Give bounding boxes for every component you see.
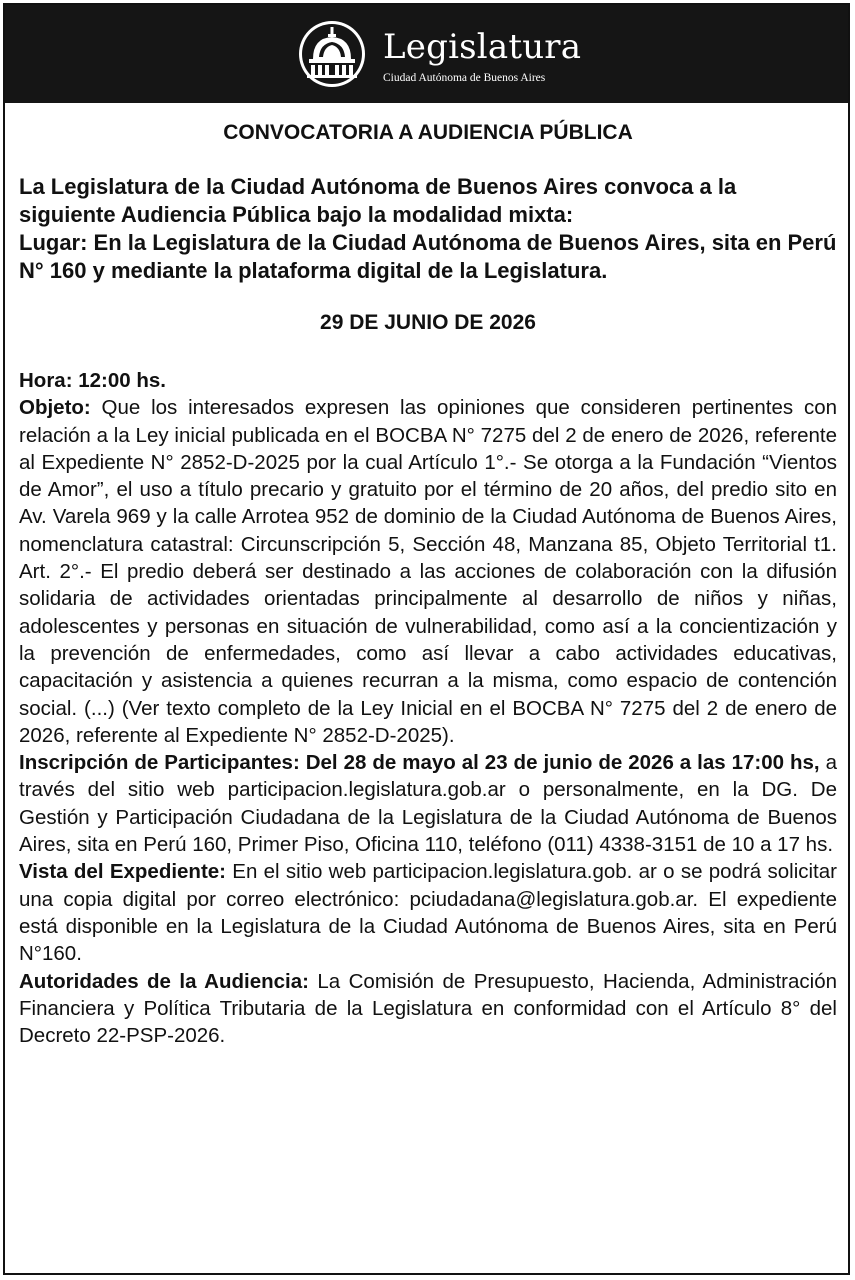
hearing-time: Hora: 12:00 hs. — [19, 369, 166, 392]
header-bar — [5, 5, 848, 103]
intro — [19, 173, 837, 285]
location-paragraph: Lugar: En la Legislatura de la Ciudad Autónoma de Buenos Aires, sita en Perú N° 160 y mediante la plataforma digital de la Legislatura. — [19, 230, 837, 283]
autoridades-label: Autoridades de la Audiencia: — [19, 969, 309, 993]
objeto-label: Objeto: — [19, 396, 91, 420]
intro-paragraph: La Legislatura de la Ciudad Autónoma de Buenos Aires convoca a la siguiente Audiencia Pública bajo la modalidad mixta: — [19, 174, 737, 227]
notice-title: CONVOCATORIA A AUDIENCIA PÚBLICA — [223, 121, 633, 144]
objeto-paragraph — [19, 394, 837, 749]
hearing-date: 29 DE JUNIO DE 2026 — [320, 311, 536, 334]
brand-title: Legislatura — [383, 27, 582, 67]
autoridades-text: La Comisión de Presupuesto, Hacienda, Administración Financiera y Política Tributaria de la Legislatura en conformidad con el Artículo 8° del Decreto 22-PSP-2026. — [19, 969, 837, 1048]
notice-frame — [3, 3, 850, 1275]
autoridades-paragraph — [19, 968, 837, 1050]
vista-label: Vista del Expediente: — [19, 860, 227, 884]
brand — [383, 27, 581, 85]
notice-body — [19, 367, 837, 1049]
inscripcion-text: a través del sitio web participacion.legislatura.gob.ar o personalmente, en la DG. De Gestión y Participación Ciudadana de la Legislatura de la Ciudad Autónoma de Buenos Aires, sita en Perú 160, Primer Piso, Oficina 110, teléfono (011) 4338-3151 de 10 a 17 hs. — [19, 751, 837, 857]
brand-subtitle: Ciudad Autónoma de Buenos Aires — [383, 72, 546, 84]
inscripcion-label: Inscripción de Participantes: Del 28 de mayo al 23 de junio de 2026 a las 17:00 hs, — [19, 751, 820, 775]
legislature-dome-icon — [297, 19, 367, 89]
inscripcion-paragraph — [19, 749, 837, 858]
objeto-text: Que los interesados expresen las opiniones que consideren pertinentes con relación a la Ley inicial publicada en el BOCBA N° 7275 del 2 de enero de 2026, referente al Expediente N° 2852-D-2025 por la cual Artículo 1°.- Se otorga a la Fundación “Vientos de Amor”, el uso a título precario y gratuito por el término de 20 años, del predio sito en Av. Varela 969 y la calle Arrotea 952 de dominio de la Ciudad Autónoma de Buenos Aires, nomenclatura catastral: Circunscripción 5, Sección 48, Manzana 85, Objeto Territorial t1. Art. 2°.- El predio deberá ser destinado a las acciones de colaboración con la difusión solidaria de actividades orientadas principalmente al desarrollo de niños y niñas, adolescentes y personas en situación de vulnerabilidad, como así a la concientización y la prevención de enfermedades, como así llevar a cabo actividades educativas, capacitación y asistencia a quienes recurran a la misma, como espacio de contención social. (...) (Ver texto completo de la Ley Inicial en el BOCBA N° 7275 del 2 de enero de 2026, referente al Expediente N° 2852-D-2025). — [19, 396, 837, 747]
vista-paragraph — [19, 858, 837, 967]
notice-content — [19, 103, 837, 1049]
vista-text: En el sitio web participacion.legislatura.gob. ar o se podrá solicitar una copia digital por correo electrónico: pciudadana@legislatura.gob.ar. El expediente está disponible en la Legislatura de la Ciudad Autónoma de Buenos Aires, sita en Perú N°160. — [19, 860, 837, 966]
